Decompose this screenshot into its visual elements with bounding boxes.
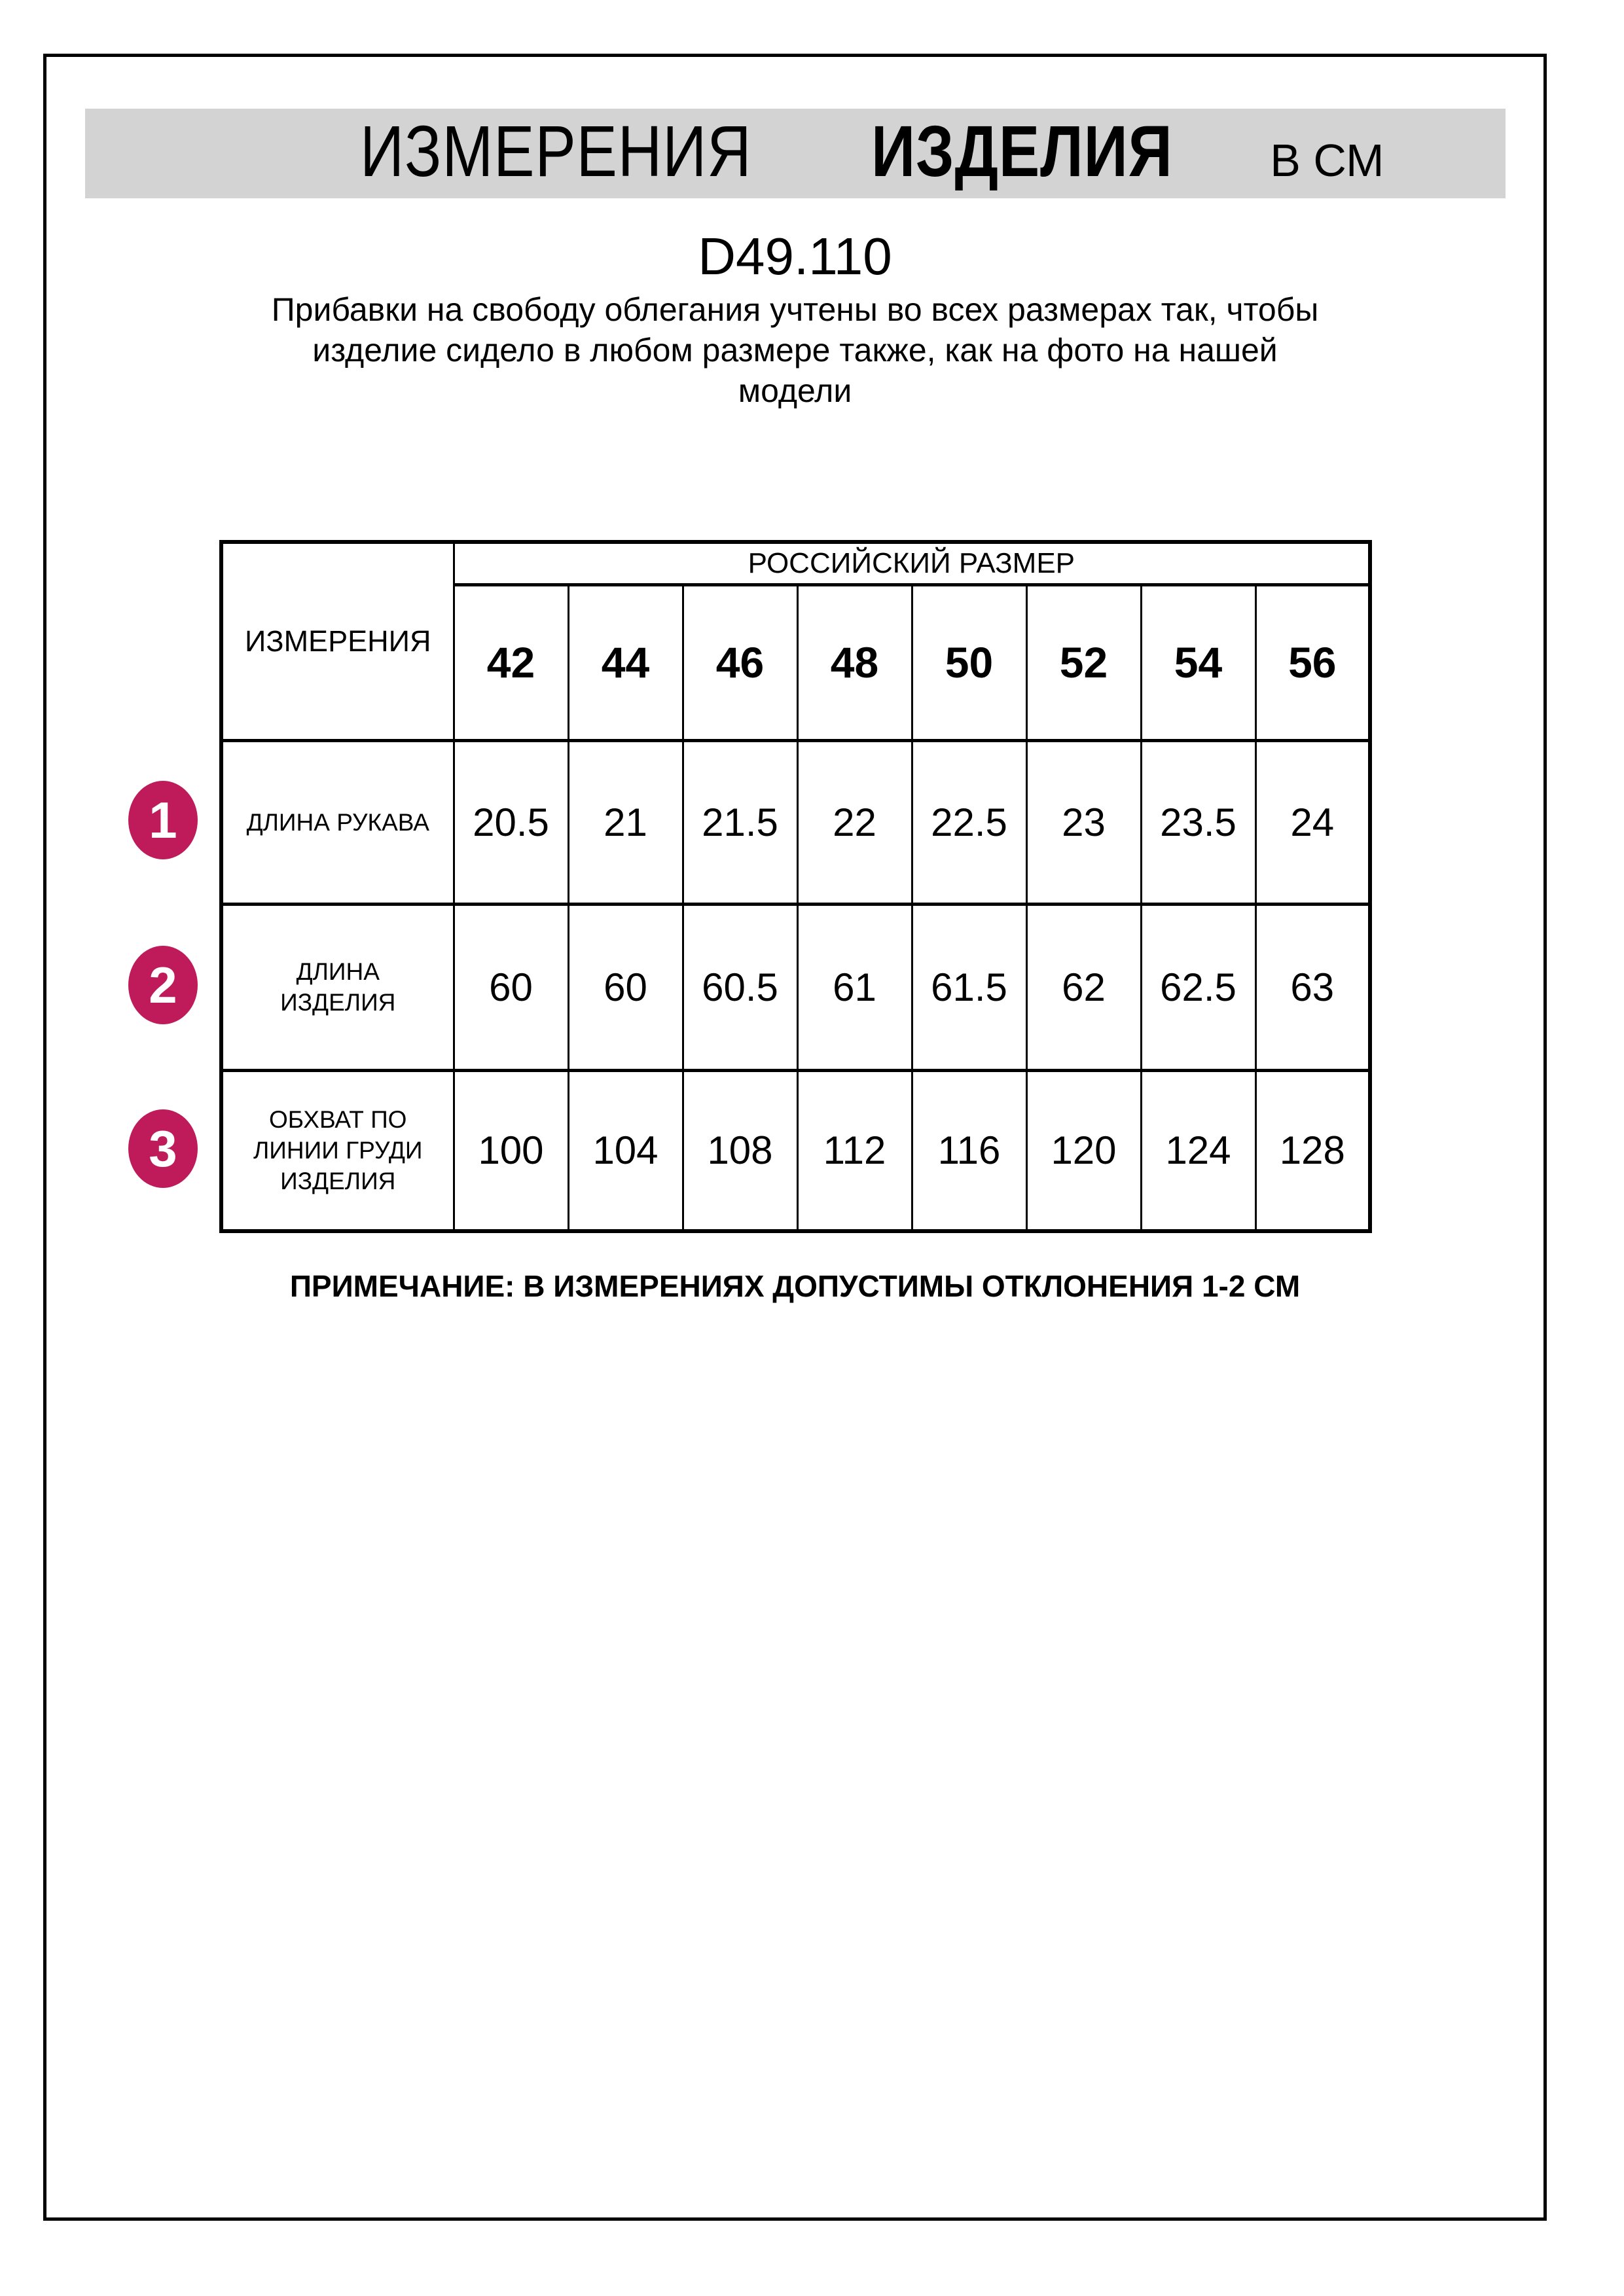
size-column-header: 54 <box>1141 584 1255 740</box>
size-table <box>219 540 1372 1233</box>
row-value-cell: 23 <box>1026 740 1141 904</box>
title-band <box>85 109 1506 198</box>
size-column-header: 56 <box>1255 584 1370 740</box>
description-line: Прибавки на свободу облегания учтены во всех размерах так, чтобы <box>271 291 1319 328</box>
size-column-header: 52 <box>1026 584 1141 740</box>
table-corner-header: ИЗМЕРЕНИЯ <box>221 542 454 740</box>
row-label <box>221 1070 454 1231</box>
row-value-cell: 112 <box>797 1070 912 1231</box>
row-value-cell: 21.5 <box>683 740 797 904</box>
size-column-header: 42 <box>454 584 568 740</box>
row-label-line: ИЗДЕЛИЯ <box>280 989 396 1016</box>
row-value-cell: 60 <box>454 904 568 1070</box>
row-label <box>221 740 454 904</box>
row-label-line: ЛИНИИ ГРУДИ <box>253 1137 423 1164</box>
title-unit-label: В СМ <box>1270 135 1384 186</box>
row-value-cell: 60 <box>568 904 683 1070</box>
table-group-header: РОССИЙСКИЙ РАЗМЕР <box>454 542 1370 584</box>
row-value-cell: 128 <box>1255 1070 1370 1231</box>
row-value-cell: 60.5 <box>683 904 797 1070</box>
note-text: ПРИМЕЧАНИЕ: В ИЗМЕРЕНИЯХ ДОПУСТИМЫ ОТКЛОНЕНИЯ 1-2 СМ <box>289 1269 1301 1303</box>
row-label-line: ДЛИНА РУКАВА <box>246 808 429 836</box>
table-row <box>221 740 1370 904</box>
row-value-cell: 24 <box>1255 740 1370 904</box>
title-word-product: ИЗДЕЛИЯ <box>871 111 1173 192</box>
size-column-header: 46 <box>683 584 797 740</box>
title-word-measurements: ИЗМЕРЕНИЯ <box>360 111 752 192</box>
row-label-line: ИЗДЕЛИЯ <box>280 1168 396 1195</box>
description-line: модели <box>738 372 852 409</box>
row-value-cell: 108 <box>683 1070 797 1231</box>
row-label-line: ОБХВАТ ПО <box>269 1106 407 1134</box>
row-value-cell: 62 <box>1026 904 1141 1070</box>
size-column-header: 48 <box>797 584 912 740</box>
row-value-cell: 104 <box>568 1070 683 1231</box>
row-label <box>221 904 454 1070</box>
row-value-cell: 61 <box>797 904 912 1070</box>
row-value-cell: 124 <box>1141 1070 1255 1231</box>
row-value-cell: 20.5 <box>454 740 568 904</box>
description-line: изделие сидело в любом размере также, как на фото на нашей <box>312 332 1278 368</box>
row-value-cell: 21 <box>568 740 683 904</box>
row-value-cell: 22.5 <box>912 740 1026 904</box>
row-value-cell: 23.5 <box>1141 740 1255 904</box>
row-value-cell: 63 <box>1255 904 1370 1070</box>
table-row <box>221 1070 1370 1231</box>
description-paragraph <box>43 289 1547 411</box>
table-row <box>221 904 1370 1070</box>
row-number-badge: 2 <box>128 946 198 1024</box>
size-column-header: 44 <box>568 584 683 740</box>
row-value-cell: 116 <box>912 1070 1026 1231</box>
row-label-line: ДЛИНА <box>296 958 380 985</box>
row-value-cell: 62.5 <box>1141 904 1255 1070</box>
row-value-cell: 100 <box>454 1070 568 1231</box>
row-value-cell: 61.5 <box>912 904 1026 1070</box>
model-code: D49.110 <box>698 227 892 285</box>
row-number-badge: 3 <box>128 1109 198 1188</box>
size-column-header: 50 <box>912 584 1026 740</box>
row-number-badge: 1 <box>128 781 198 859</box>
row-value-cell: 120 <box>1026 1070 1141 1231</box>
row-value-cell: 22 <box>797 740 912 904</box>
